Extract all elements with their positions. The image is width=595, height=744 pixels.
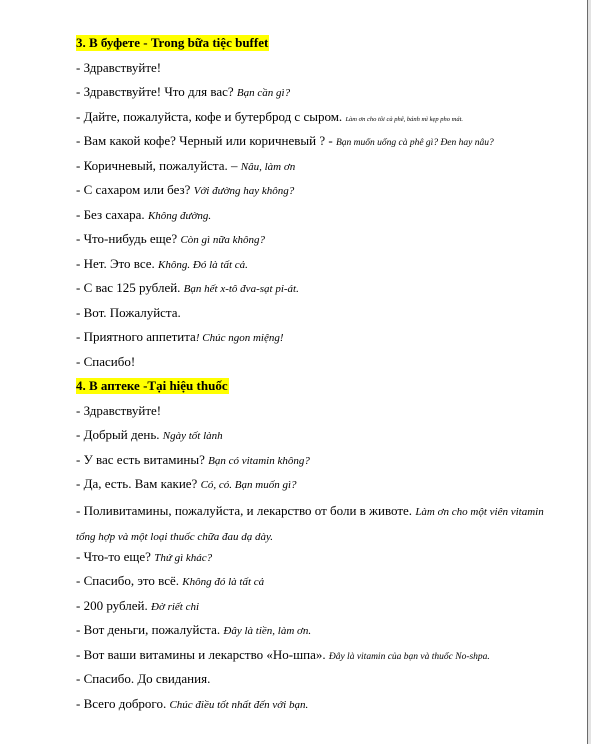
dialogue-line: - Коричневый, пожалуйста. – Nâu, làm ơn [76,157,296,173]
dialogue-line: - Нет. Это все. Không. Đó là tất cả. [76,255,248,271]
dialogue-line: - Вам какой кофе? Черный или коричневый ? - Bạn muốn uống cà phê gì? Đen hay nâu? [76,133,494,148]
dialogue-line: - Что-то еще? Thứ gì khác? [76,548,213,564]
dialogue-line: - С вас 125 рублей. Bạn hết x-tô đva-sạt pi-át. [76,280,299,295]
dialogue-line: - 200 рублей. Đờ riết chi [76,597,200,613]
dialogue-line: - Вот деньги, пожалуйста. Đây là tiền, làm ơn. [76,622,312,637]
dialogue-line: - Поливитамины, пожалуйста, и лекарство от боли в животе. Làm ơn cho một viên vitamin tổng hợp và một loại thuốc chữa đau dạ dày. [76,502,544,543]
dialogue-line: - Здравствуйте! [76,402,162,418]
dialogue-line: - Спасибо, это всё. Không đó là tất cả [76,573,265,588]
dialogue-line: - Дайте, пожалуйста, кофе и бутерброд с сыром. Làm ơn cho tôi cà phê, bánh mì kẹp pho mát. [76,108,464,124]
dialogue-line: - Здравствуйте! Что для вас? Bạn cần gì? [76,84,291,99]
section-4-heading: 4. В аптеке -Tại hiệu thuốc [76,378,228,393]
dialogue-line: - Да, есть. Вам какие? Có, có. Bạn muốn gì? [76,476,297,491]
dialogue-line: - С сахаром или без? Với đường hay không? [76,182,295,197]
document-content [76,33,566,718]
dialogue-line: - Здравствуйте! [76,59,162,75]
dialogue-line: - Без сахара. Không đường. [76,206,212,222]
dialogue-line: - Спасибо! [76,353,136,369]
section-3-heading: 3. В буфете - Trong bữa tiệc buffet [76,35,269,50]
dialogue-line: - Всего доброго. Chúc điều tốt nhất đến với bạn. [76,695,309,711]
dialogue-line: - Спасибо. До свидания. [76,671,211,686]
dialogue-line: - Что-нибудь еще? Còn gì nữa không? [76,231,265,246]
dialogue-line: - Добрый день. Ngày tốt lành [76,427,223,442]
dialogue-line: - Вот. Пожалуйста. [76,304,181,320]
dialogue-line: - Вот ваши витамины и лекарство «Но-шпа». Đây là vitamin của bạn và thuốc No-shpa. [76,646,490,662]
dialogue-line: - Приятного аппетита! Chúc ngon miệng! [76,329,284,344]
dialogue-line: - У вас есть витамины? Bạn có vitamin không? [76,451,310,467]
